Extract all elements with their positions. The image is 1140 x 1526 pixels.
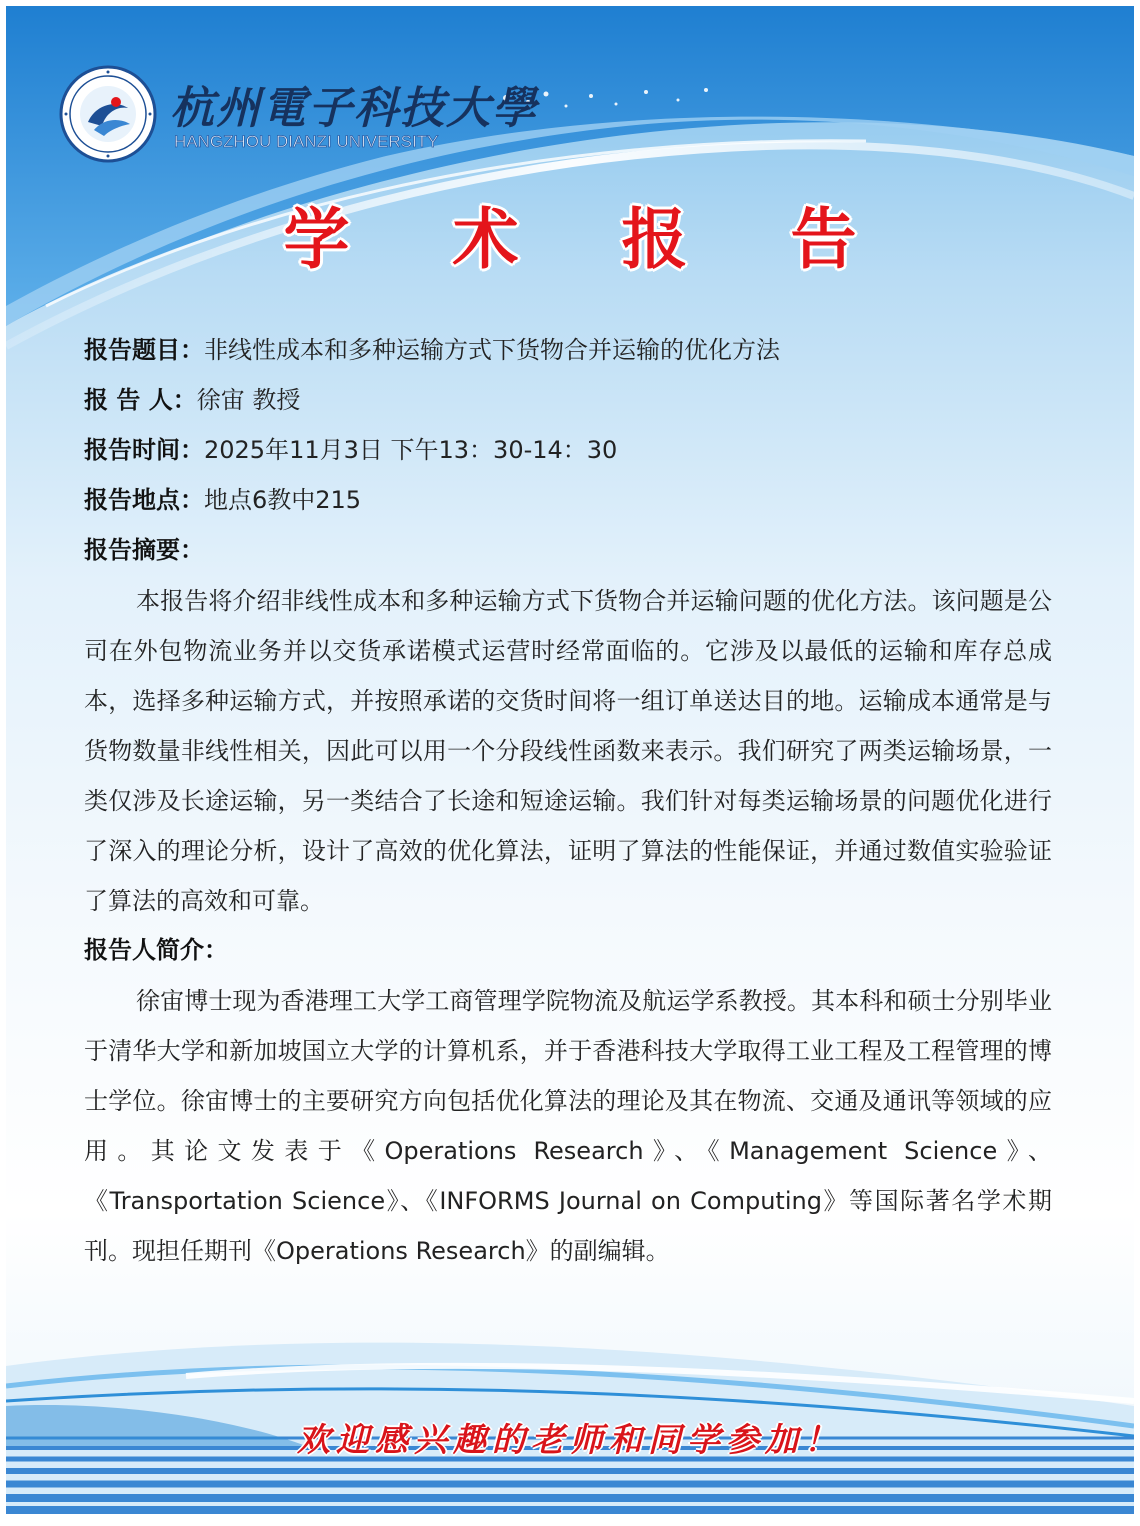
field-time — [84, 428, 1052, 478]
university-name-en: HANGZHOU DIANZI UNIVERSITY — [174, 132, 439, 151]
field-topic-label: 报告题目： — [84, 336, 204, 364]
field-topic-value: 非线性成本和多种运输方式下货物合并运输的优化方法 — [204, 336, 780, 364]
field-place-value: 地点6教中215 — [204, 486, 362, 514]
field-speaker — [84, 378, 1052, 428]
poster — [6, 6, 1134, 1514]
abstract-text: 本报告将介绍非线性成本和多种运输方式下货物合并运输问题的优化方法。该问题是公司在外包物流业务并以交货承诺模式运营时经常面临的。它涉及以最低的运输和库存总成本，选择多种运输方式，并按照承诺的交货时间将一组订单送达目的地。运输成本通常是与货物数量非线性相关，因此可以用一个分段线性函数来表示。我们研究了两类运输场景，一类仅涉及长途运输，另一类结合了长途和短途运输。我们针对每类运输场景的问题优化进行了深入的理论分析，设计了高效的优化算法，证明了算法的性能保证，并通过数值实验验证了算法的高效和可靠。 — [84, 587, 1052, 915]
field-speaker-value: 徐宙 教授 — [196, 386, 301, 414]
university-seal-icon — [58, 64, 158, 164]
field-place — [84, 478, 1052, 528]
field-time-label: 报告时间： — [84, 436, 204, 464]
bio-heading: 报告人简介： — [84, 936, 228, 964]
abstract-heading: 报告摘要： — [84, 536, 204, 564]
bio-text: 徐宙博士现为香港理工大学工商管理学院物流及航运学系教授。其本科和硕士分别毕业于清华大学和新加坡国立大学的计算机系，并于香港科技大学取得工业工程及工程管理的博士学位。徐宙博士的主要研究方向包括优化算法的理论及其在物流、交通及通讯等领域的应用。其论文发表于《Operations Research》、《Management Science》、《Transportation Science》、《INFORMS Journal on Computing》等国际著名学术期刊。现担任期刊《Operations Research》的副编辑。 — [84, 987, 1052, 1265]
field-speaker-label: 报 告 人： — [84, 386, 197, 414]
field-place-label: 报告地点： — [84, 486, 204, 514]
university-name-cn: 杭州電子科技大學 — [170, 83, 538, 134]
field-topic — [84, 328, 1052, 378]
field-time-value: 2025年11月3日 下午13：30-14：30 — [204, 436, 618, 464]
poster-title: 学 术 报 告 — [283, 201, 897, 278]
content — [84, 328, 1052, 1278]
welcome-banner: 欢迎感兴趣的老师和同学参加！ — [297, 1420, 843, 1459]
